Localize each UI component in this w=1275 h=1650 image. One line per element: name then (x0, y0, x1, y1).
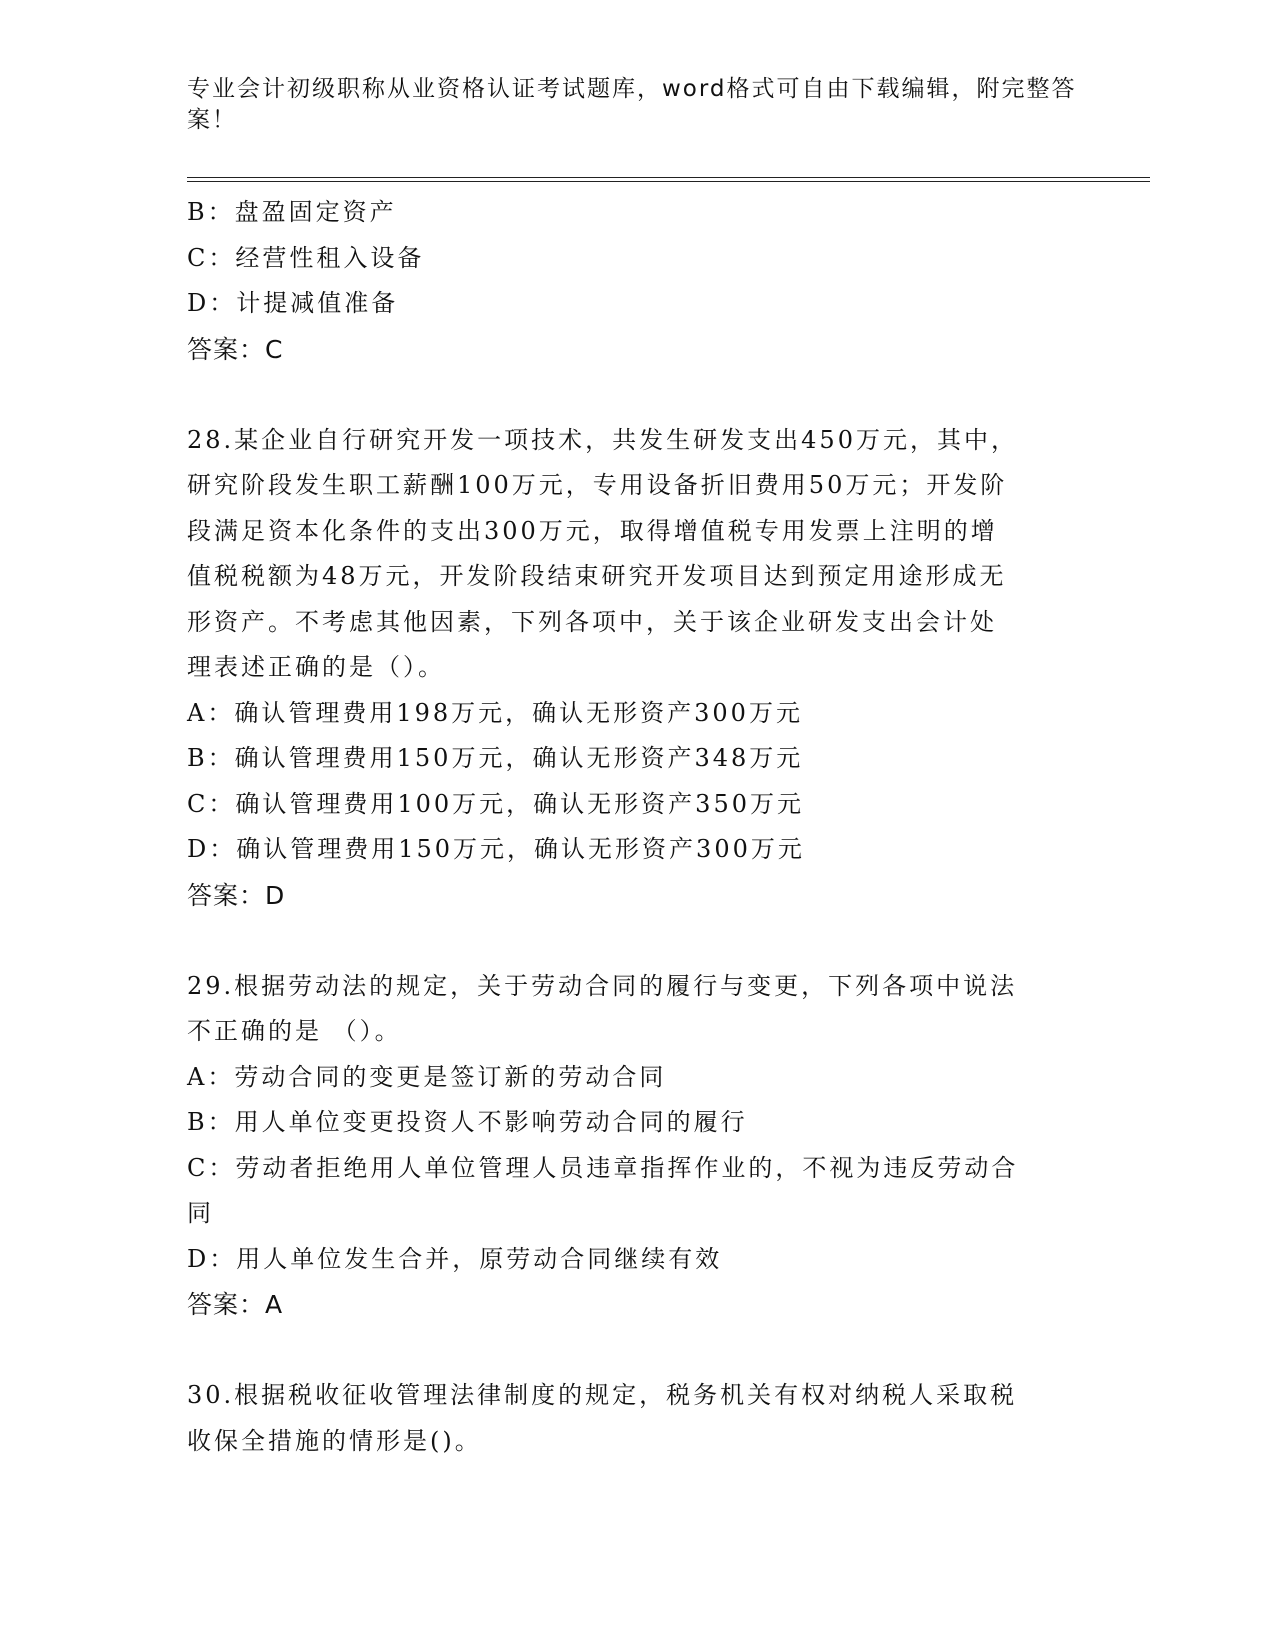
option-a: A：确认管理费用198万元，确认无形资产300万元 (187, 698, 803, 727)
question-stem-line: 30.根据税收征收管理法律制度的规定，税务机关有权对纳税人采取税 (187, 1381, 1018, 1409)
option-d: D：计提减值准备 (187, 289, 399, 317)
answer: 答案：D (187, 880, 286, 910)
spacer (187, 918, 1067, 964)
option-b: B：盘盈固定资产 (187, 198, 397, 226)
question-stem-line: 不正确的是 （）。 (187, 1017, 402, 1045)
question-30 (187, 1373, 1067, 1464)
option-a: A：劳动合同的变更是签订新的劳动合同 (187, 1062, 667, 1091)
spacer (187, 372, 1067, 418)
option-c: C：确认管理费用100万元，确认无形资产350万元 (187, 789, 804, 818)
option-b: B：确认管理费用150万元，确认无形资产348万元 (187, 744, 804, 772)
spacer (187, 1328, 1067, 1374)
answer: 答案：A (187, 1290, 284, 1319)
option-c: C：经营性租入设备 (187, 243, 425, 272)
option-b: B：用人单位变更投资人不影响劳动合同的履行 (187, 1108, 748, 1136)
answer: 答案：C (187, 334, 284, 364)
question-stem-line: 28.某企业自行研究开发一项技术，共发生研发支出450万元，其中， (187, 425, 1018, 454)
question-27 (187, 190, 1067, 372)
question-29 (187, 964, 1067, 1328)
header-divider (187, 177, 1150, 182)
question-stem-line: 研究阶段发生职工薪酬100万元，专用设备折旧费用50万元；开发阶 (187, 471, 1008, 499)
question-stem-line: 值税税额为48万元，开发阶段结束研究开发项目达到预定用途形成无 (187, 562, 1007, 590)
question-28 (187, 418, 1067, 919)
question-stem-line: 收保全措施的情形是()。 (187, 1426, 482, 1455)
option-c: C：劳动者拒绝用人单位管理人员违章指挥作业的，不视为违反劳动合 (187, 1153, 1019, 1182)
question-stem-line: 29.根据劳动法的规定，关于劳动合同的履行与变更，下列各项中说法 (187, 971, 1018, 1000)
option-d: D：用人单位发生合并，原劳动合同继续有效 (187, 1244, 723, 1273)
question-stem-line: 形资产。不考虑其他因素，下列各项中，关于该企业研发支出会计处 (187, 607, 997, 636)
question-stem-line: 理表述正确的是（）。 (187, 653, 445, 681)
option-d: D：确认管理费用150万元，确认无形资产300万元 (187, 835, 805, 863)
option-c-continued: 同 (187, 1199, 214, 1227)
question-content (187, 190, 1067, 1464)
page-header: 专业会计初级职称从业资格认证考试题库，word格式可自由下载编辑，附完整答案！ (187, 76, 1077, 133)
question-stem-line: 段满足资本化条件的支出300万元，取得增值税专用发票上注明的增 (187, 516, 998, 545)
